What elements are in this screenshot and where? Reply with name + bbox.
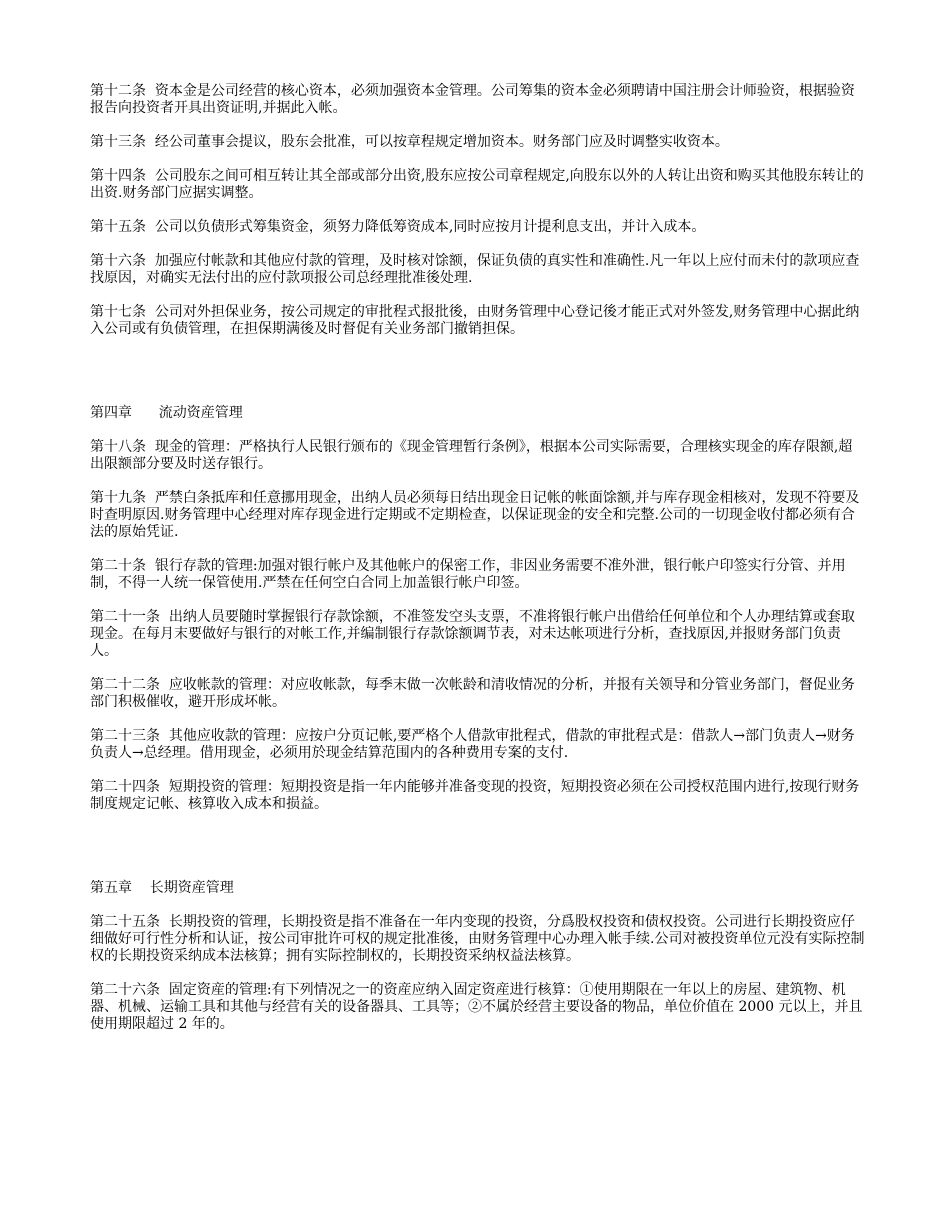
- article-13: 第十三条 经公司董事会提议，股东会批准，可以按章程规定增加资本。财务部门应及时调整实收资本。: [90, 134, 729, 150]
- article-12: 第十二条 资本金是公司经营的核心资本，必须加强资本金管理。公司筹集的资本金必须聘请中国注册会计师验资，根据验资报告向投资者开具出资证明,并据此入帐。: [90, 83, 855, 116]
- article-16: 第十六条 加强应付帐款和其他应付款的管理，及时核对馀额，保证负债的真实性和准确性.凡一年以上应付而未付的款项应查找原因，对确实无法付出的应付款项报公司总经理批准後处理.: [90, 253, 860, 286]
- document-page: [90, 83, 865, 1050]
- section-gap: [90, 830, 865, 880]
- article-26: 第二十六条 固定资産的管理:有下列情况之一的资産应纳入固定资産进行核算：①使用期限在一年以上的房屋、建筑物、机器、机械、运输工具和其他与经营有关的设备器具、工具等；②不属於经营主要设备的物品，单位价值在 2000 元以上，并且使用期限超过 2 年的。: [90, 982, 863, 1032]
- article-18: 第十八条 现金的管理：严格执行人民银行颁布的《现金管理暂行条例》，根据本公司实际需要，合理核实现金的库存限额,超出限额部分要及时送存银行。: [90, 439, 853, 472]
- article-15: 第十五条 公司以负债形式筹集资金，须努力降低筹资成本,同时应按月计提利息支出，并计入成本。: [90, 219, 706, 235]
- section-gap: [90, 355, 865, 405]
- article-17: 第十七条 公司对外担保业务，按公司规定的审批程式报批後，由财务管理中心登记後才能正式对外签发,财务管理中心据此纳入公司或有负债管理，在担保期满後及时督促有关业务部门撤销担保。: [90, 304, 860, 337]
- article-24: 第二十四条 短期投资的管理：短期投资是指一年内能够并准备变现的投资，短期投资必须在公司授权范围内进行,按现行财务制度规定记帐、核算收入成本和损益。: [90, 779, 860, 812]
- article-21: 第二十一条 出纳人员要随时掌握银行存款馀额，不准签发空头支票，不准将银行帐户出借给任何单位和个人办理结算或套取现金。在每月末要做好与银行的对帐工作,并编制银行存款馀额调节表，对未达帐项进行分析，查找原因,并报财务部门负责人。: [90, 609, 855, 659]
- chapter-5-heading: 第五章 长期资産管理: [90, 880, 234, 896]
- article-22: 第二十二条 应收帐款的管理：对应收帐款，每季末做一次帐龄和清收情况的分析，并报有关领导和分管业务部门，督促业务部门积极催收，避开形成坏帐。: [90, 677, 855, 710]
- article-14: 第十四条 公司股东之间可相互转让其全部或部分出资,股东应按公司章程规定,向股东以外的人转让出资和购买其他股东转让的出资.财务部门应据实调整。: [90, 168, 864, 201]
- article-20: 第二十条 银行存款的管理:加强对银行帐户及其他帐户的保密工作，非因业务需要不准外泄，银行帐户印签实行分管、并用制，不得一人统一保管使用.严禁在任何空白合同上加盖银行帐户印签。: [90, 558, 846, 591]
- article-25: 第二十五条 长期投资的管理，长期投资是指不准备在一年内变现的投资，分爲股权投资和债权投资。公司进行长期投资应仔细做好可行性分析和认证，按公司审批许可权的规定批准後，由财务管理中心办理入帐手续.公司对被投资单位元没有实际控制权的长期投资采纳成本法核算；拥有实际控制权的，长期投资采纳权益法核算。: [90, 914, 865, 964]
- article-23: 第二十三条 其他应收款的管理：应按户分页记帐,要严格个人借款审批程式，借款的审批程式是：借款人→部门负责人→财务负责人→总经理。借用现金，必须用於现金结算范围内的各种费用专案的支付.: [90, 728, 855, 761]
- article-19: 第十九条 严禁白条抵库和任意挪用现金，出纳人员必须每日结出现金日记帐的帐面馀额,并与库存现金相核对，发现不符要及时查明原因.财务管理中心经理对库存现金进行定期或不定期检查，以保证现金的安全和完整.公司的一切现金收付都必须有合法的原始凭证.: [90, 490, 860, 540]
- chapter-4-heading: 第四章 流动资産管理: [90, 405, 243, 421]
